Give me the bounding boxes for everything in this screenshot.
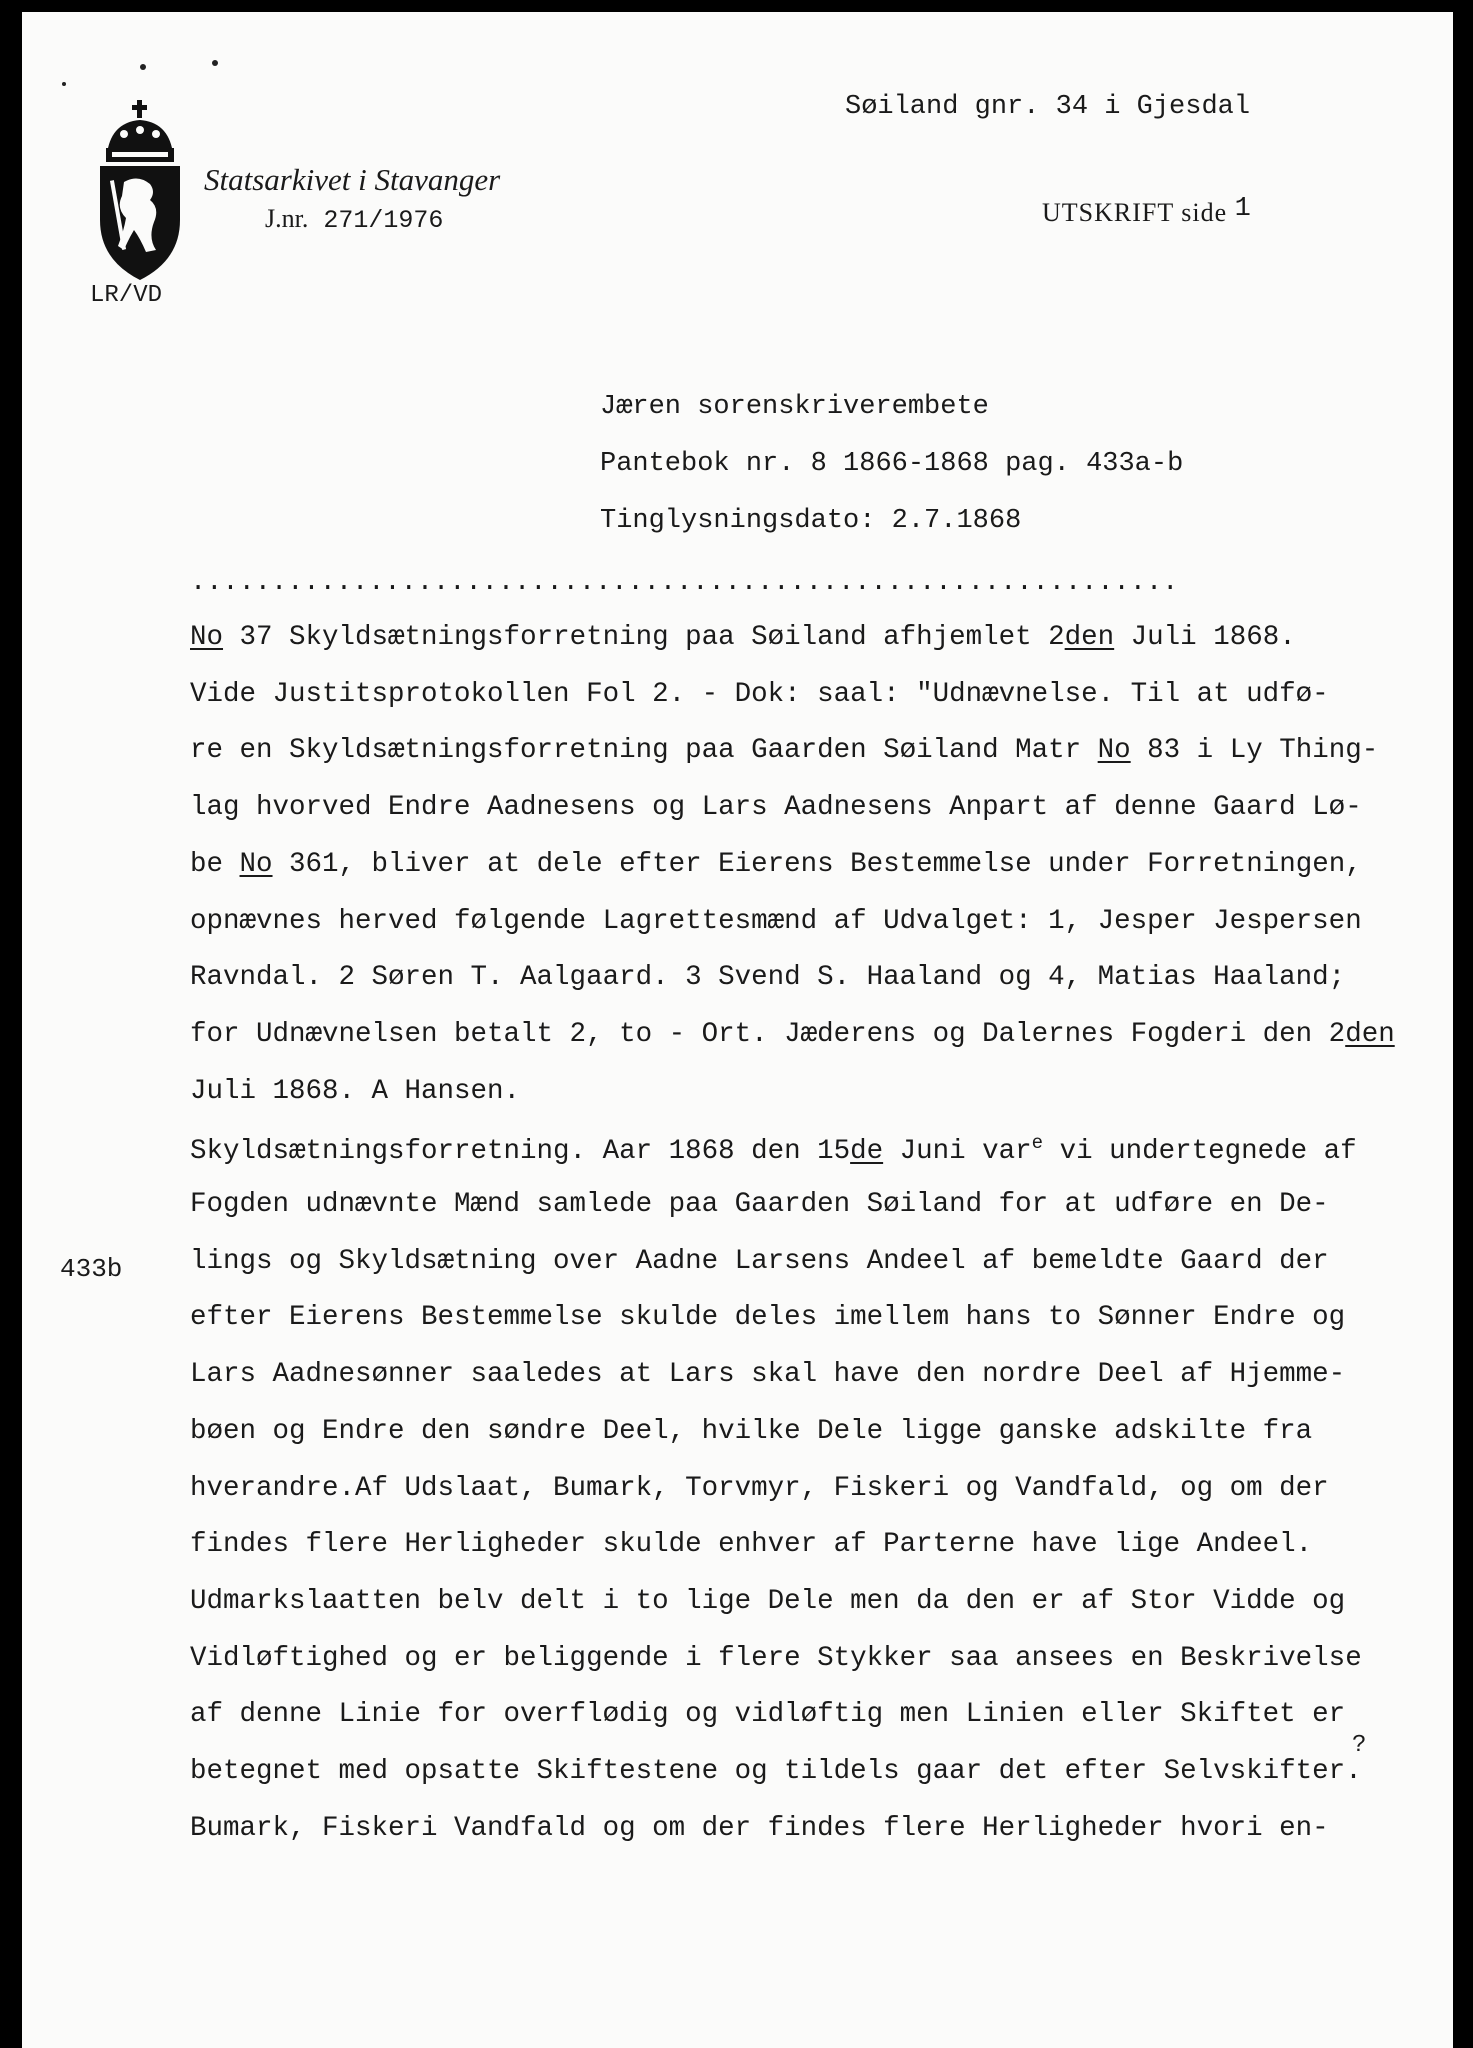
underlined-abbreviation: de <box>850 1136 884 1168</box>
document-page <box>22 12 1453 2048</box>
farm-reference: Søiland gnr. 34 i Gjesdal <box>845 92 1251 122</box>
text-segment: for Udnævnelsen betalt 2, to - Ort. Jæderens og Dalernes Fogderi den 2 <box>190 1018 1346 1050</box>
text-line <box>190 849 1362 880</box>
text-segment: Vidløftighed og er beliggende i flere Stykker saa ansees en Beskrivelse <box>190 1642 1362 1674</box>
text-segment: vi undertegnede af <box>1043 1136 1357 1168</box>
utskrift-heading <box>1042 194 1252 230</box>
text-segment: be <box>190 848 240 880</box>
text-segment: bøen og Endre den søndre Deel, hvilke Dele ligge ganske adskilte fra <box>190 1415 1313 1447</box>
text-line <box>190 1756 1362 1787</box>
text-line <box>190 735 1378 766</box>
text-line <box>190 906 1362 937</box>
text-segment: opnævnes herved følgende Lagrettesmænd af Udvalget: 1, Jesper Jespersen <box>190 905 1362 937</box>
journal-number <box>265 204 443 235</box>
text-line <box>190 1019 1395 1050</box>
text-line <box>190 792 1362 823</box>
text-line <box>190 962 1345 993</box>
underlined-abbreviation: den <box>1064 622 1115 653</box>
text-line <box>190 1586 1345 1617</box>
ink-speck <box>212 60 218 66</box>
text-line <box>190 1473 1329 1504</box>
text-line <box>190 1132 1357 1167</box>
text-line <box>190 1699 1345 1730</box>
text-segment: betegnet med opsatte Skiftestene og tildels gaar det efter Selvskifter. <box>190 1756 1362 1787</box>
text-line <box>190 1246 1329 1277</box>
text-segment: af denne Linie for overflødig og vidløftig men Linien eller Skiftet er <box>190 1699 1346 1731</box>
text-line <box>190 1813 1329 1844</box>
margin-page-note: 433b <box>60 1254 123 1284</box>
page-number: 1 <box>1234 194 1252 224</box>
text-segment: Juli 1868. A Hansen. <box>190 1075 521 1107</box>
text-segment: 83 i Ly Thing- <box>1130 735 1379 767</box>
text-segment: Vide Justitsprotokollen Fol 2. - Dok: saal: "Udnævnelse. Til at udfø- <box>190 678 1329 710</box>
text-segment: efter Eierens Bestemmelse skulde deles imellem hans to Sønner Endre og <box>190 1302 1346 1334</box>
text-segment: Fogden udnævnte Mænd samlede paa Gaarden Søiland for at udføre en De- <box>190 1189 1329 1220</box>
ink-speck <box>140 64 146 70</box>
source-date: Tinglysningsdato: 2.7.1868 <box>600 506 1022 536</box>
text-line <box>190 1302 1345 1333</box>
ink-speck <box>62 82 66 86</box>
text-line <box>190 1189 1329 1220</box>
text-line <box>190 1643 1362 1674</box>
text-segment: 361, bliver at dele efter Eierens Bestemmelse under Forretningen, <box>272 848 1362 880</box>
text-line <box>190 1416 1312 1447</box>
underlined-abbreviation: No <box>1097 735 1131 767</box>
text-segment: hverandre.Af Udslaat, Bumark, Torvmyr, Fiskeri og Vandfald, og om der <box>190 1472 1329 1504</box>
underlined-abbreviation: den <box>1345 1018 1395 1050</box>
text-segment: Juni var <box>883 1136 1032 1168</box>
text-line <box>190 679 1329 710</box>
archive-name: Statsarkivet i Stavanger <box>204 162 501 197</box>
underlined-abbreviation: No <box>239 848 273 880</box>
source-book: Pantebok nr. 8 1866-1868 pag. 433a-b <box>600 449 1184 479</box>
dotted-separator: ............................................................. <box>190 568 1179 598</box>
text-line <box>190 1076 520 1107</box>
text-line <box>190 1529 1312 1560</box>
utskrift-label: UTSKRIFT side <box>1042 198 1228 227</box>
text-line <box>190 622 1296 653</box>
text-segment: Lars Aadnesønner saaledes at Lars skal have den nordre Deel af Hjemme- <box>190 1359 1346 1391</box>
text-segment: lag hvorved Endre Aadnesens og Lars Aadnesens Anpart af denne Gaard Lø- <box>190 792 1362 824</box>
coat-of-arms-emblem <box>94 100 186 282</box>
text-line <box>190 1359 1345 1390</box>
underlined-abbreviation: No <box>190 622 224 653</box>
query-mark: ? <box>1352 1732 1367 1759</box>
text-segment: Juli 1868. <box>1114 622 1296 653</box>
source-office: Jæren sorenskriverembete <box>600 392 989 422</box>
text-segment: Skyldsætningsforretning. Aar 1868 den 15 <box>190 1136 851 1168</box>
journal-number-value: 271/1976 <box>323 206 444 235</box>
text-segment: Bumark, Fiskeri Vandfald og om der findes flere Herligheder hvori en- <box>190 1812 1329 1844</box>
text-segment: Ravndal. 2 Søren T. Aalgaard. 3 Svend S. Haaland og 4, Matias Haaland; <box>190 962 1346 994</box>
journal-number-label: J.nr. <box>265 204 309 233</box>
text-segment: 37 Skyldsætningsforretning paa Søiland afhjemlet 2 <box>223 622 1065 653</box>
text-segment: Udmarkslaatten belv delt i to lige Dele men da den er af Stor Vidde og <box>190 1585 1346 1617</box>
initials: LR/VD <box>90 282 163 309</box>
text-segment: lings og Skyldsætning over Aadne Larsens Andeel af bemeldte Gaard der <box>190 1245 1329 1277</box>
text-segment: findes flere Herligheder skulde enhver af Parterne have lige Andeel. <box>190 1529 1313 1561</box>
superscript-letter: e <box>1031 1132 1044 1155</box>
text-segment: re en Skyldsætningsforretning paa Gaarden Søiland Matr <box>190 735 1098 767</box>
